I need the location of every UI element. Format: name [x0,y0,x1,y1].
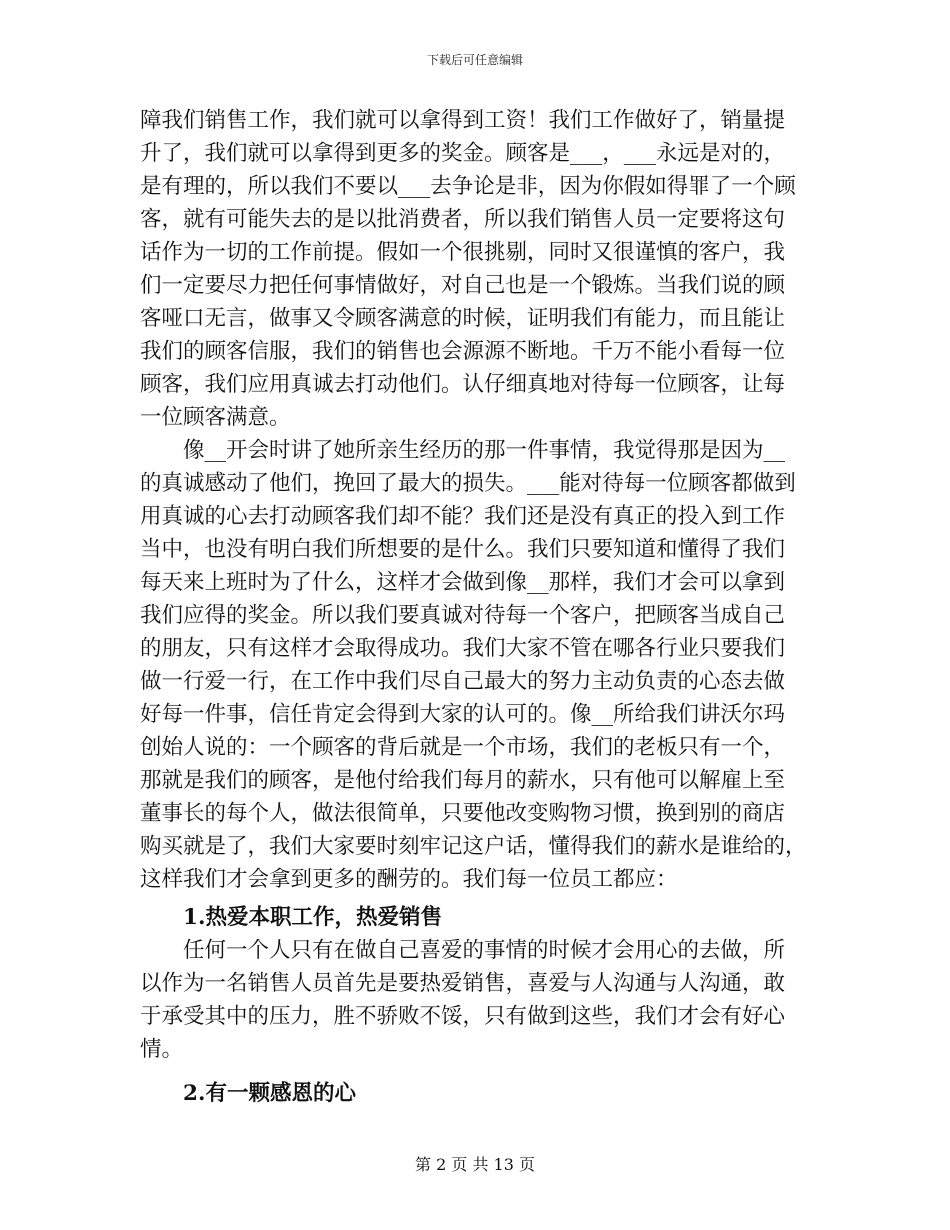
paragraph-2 [140,434,810,896]
page-number-footer: 第 2 页 共 13 页 [415,1155,535,1174]
text-line: 的朋友，只有这样才会取得成功。我们大家不管在哪各行业只要我们 [140,636,786,661]
section-1-paragraph [140,934,810,1066]
text-line: 客哑口无言，做事又令顾客满意的时候，证明我们有能力，而且能让 [140,306,786,331]
text-line: 的真诚感动了他们，挽回了最大的损失。___能对待每一位顾客都做到 [140,471,796,496]
text-line: 于承受其中的压力，胜不骄败不馁，只有做到这些，我们才会有好心 [140,1004,786,1029]
section-1-heading: 1.热爱本职工作，热爱销售 [140,905,442,930]
text-line: 顾客，我们应用真诚去打动他们。认仔细真地对待每一位顾客，让每 [140,372,786,397]
text-line: 客，就有可能失去的是以批消费者，所以我们销售人员一定要将这句 [140,207,786,232]
text-line: 每天来上班时为了什么，这样才会做到像__那样，我们才会可以拿到 [140,570,786,595]
text-line: 话作为一切的工作前提。假如一个很挑剔，同时又很谨慎的客户，我 [140,240,786,265]
text-line: 任何一个人只有在做自己喜爱的事情的时候才会用心的去做，所 [140,938,786,963]
text-line: 做一行爱一行，在工作中我们尽自己最大的努力主动负责的心态去做 [140,669,786,694]
text-line: 用真诚的心去打动顾客我们却不能？我们还是没有真正的投入到工作 [140,504,786,529]
section-2-heading: 2.有一颗感恩的心 [140,1081,356,1106]
text-line: 那就是我们的顾客，是他付给我们每月的薪水，只有他可以解雇上至 [140,768,786,793]
text-line: 升了，我们就可以拿得到更多的奖金。顾客是___，___永远是对的， [140,141,786,166]
text-line: 像__开会时讲了她所亲生经历的那一件事情，我觉得那是因为__ [140,438,786,463]
text-line: 当中，也没有明白我们所想要的是什么。我们只要知道和懂得了我们 [140,537,786,562]
text-line: 好每一件事，信任肯定会得到大家的认可的。像__所给我们讲沃尔玛 [140,702,786,727]
text-line: 购买就是了，我们大家要时刻牢记这户话，懂得我们的薪水是谁给的， [140,834,807,859]
text-line: 障我们销售工作，我们就可以拿得到工资！我们工作做好了，销量提 [140,108,786,133]
page-header-note: 下载后可任意编辑 [426,53,523,67]
text-line: 这样我们才会拿到更多的酬劳的。我们每一位员工都应： [140,867,678,892]
text-line: 我们应得的奖金。所以我们要真诚对待每一个客户，把顾客当成自己 [140,603,786,628]
text-line: 一位顾客满意。 [140,405,291,430]
text-line: 董事长的每个人，做法很简单，只要他改变购物习惯，换到别的商店 [140,801,786,826]
text-line: 是有理的，所以我们不要以___去争论是非，因为你假如得罪了一个顾 [140,174,796,199]
text-line: 情。 [140,1037,184,1062]
paragraph-1 [140,104,810,434]
text-line: 创始人说的：一个顾客的背后就是一个市场，我们的老板只有一个， [140,735,786,760]
document-body [140,104,810,1110]
text-line: 们一定要尽力把任何事情做好，对自己也是一个锻炼。当我们说的顾 [140,273,786,298]
text-line: 我们的顾客信服，我们的销售也会源源不断地。千万不能小看每一位 [140,339,786,364]
text-line: 以作为一名销售人员首先是要热爱销售，喜爱与人沟通与人沟通，敢 [140,971,786,996]
